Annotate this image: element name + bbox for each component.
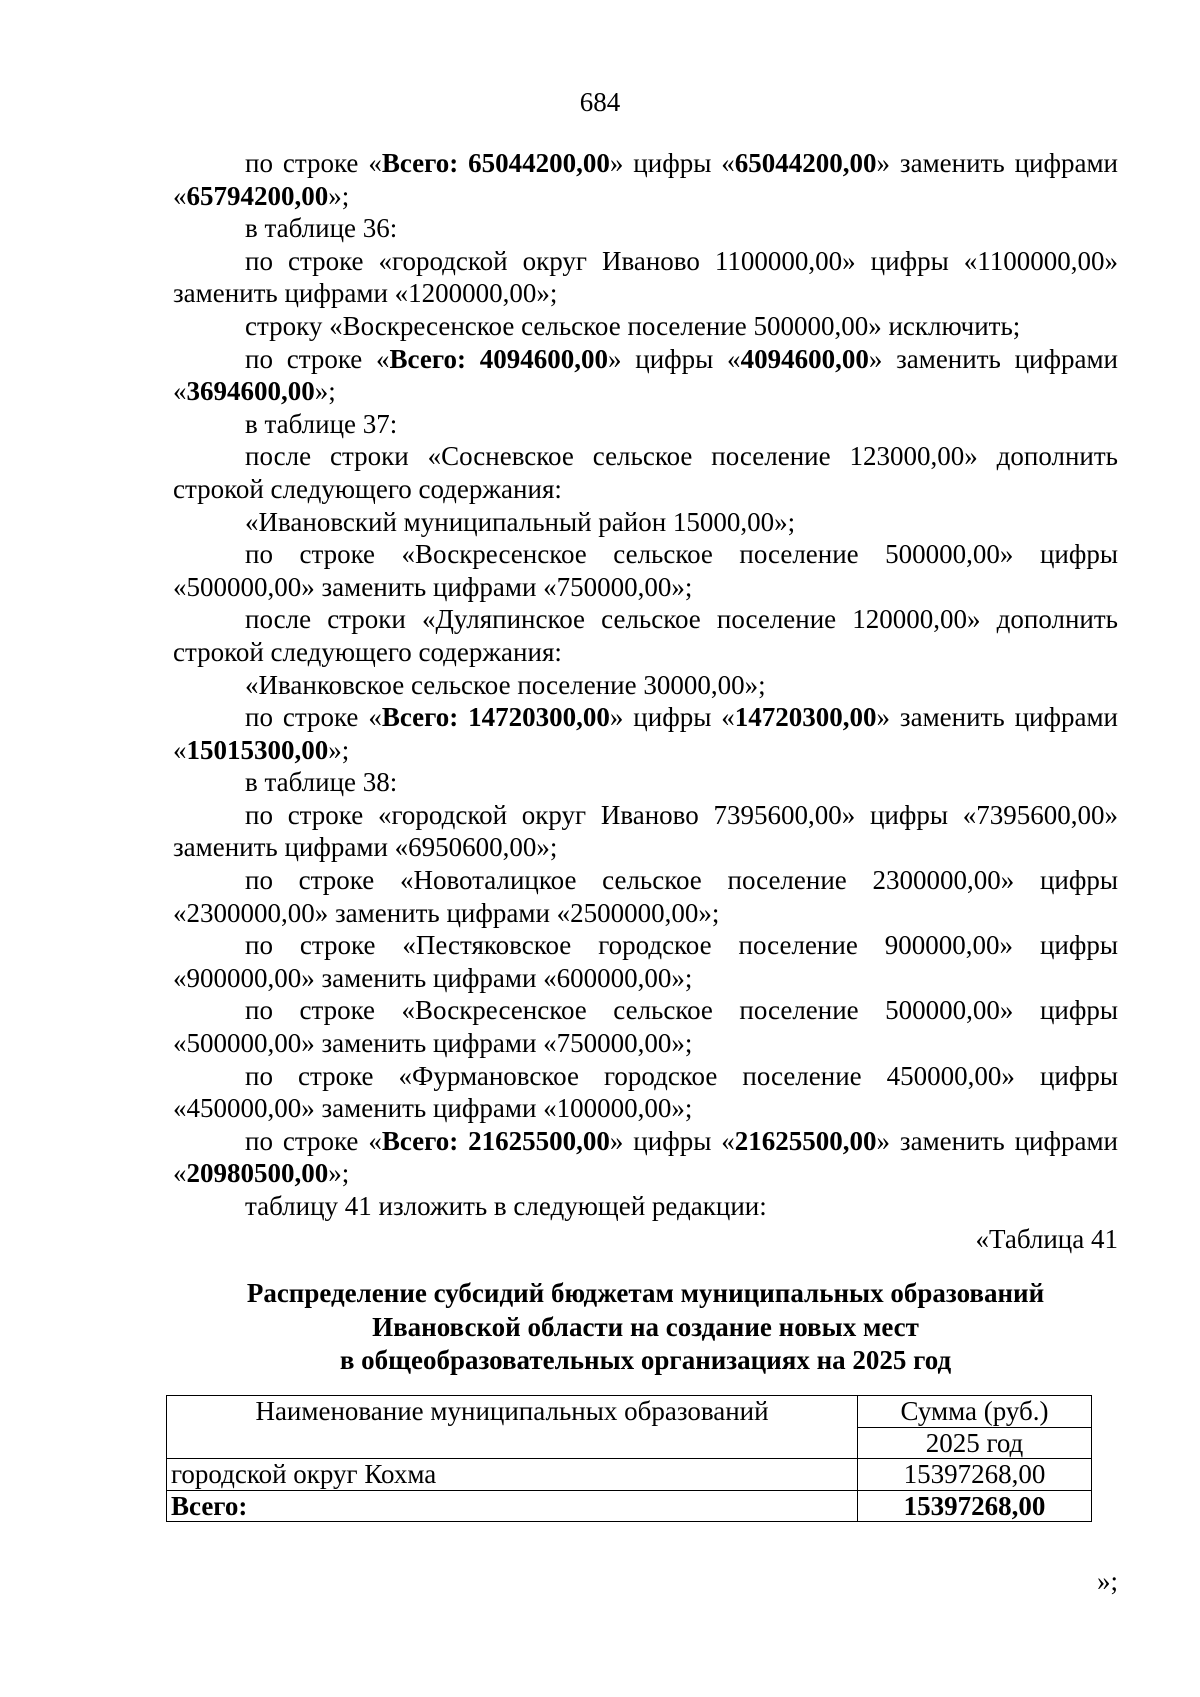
paragraph: «Ивановский муниципальный район 15000,00»; (245, 506, 796, 537)
paragraph: по строке «Воскресенское сельское поселение 500000,00» цифры «500000,00» заменить цифрами «750000,00»; (173, 995, 1118, 1059)
subsidy-table (166, 1395, 1092, 1522)
bold-text: 14720300,00 (734, 702, 877, 733)
text: » заменить цифрами « (173, 343, 1118, 407)
text: » цифры « (609, 702, 735, 733)
paragraph: по строке «городской округ Иваново 1100000,00» цифры «1100000,00» заменить цифрами «1200000,00»; (173, 245, 1118, 309)
text: » заменить цифрами « (173, 702, 1118, 765)
table-row (167, 1459, 1092, 1491)
table-title-line: Распределение субсидий бюджетам муниципальных образований (246, 1278, 1045, 1308)
bold-text: Всего: 14720300,00 (381, 702, 610, 733)
paragraph: по строке «городской округ Иваново 7395600,00» цифры «7395600,00» заменить цифрами «6950600,00»; (173, 799, 1118, 863)
bold-text: 4094600,00 (740, 343, 869, 374)
bold-text: 15015300,00 (186, 734, 329, 765)
text: »; (328, 180, 350, 211)
paragraph-total-2 (173, 343, 1118, 408)
text: » заменить цифрами « (173, 148, 1118, 211)
bold-text: Всего: 4094600,00 (389, 343, 608, 374)
document-body (173, 147, 1118, 1255)
header-year-cell: 2025 год (858, 1427, 1092, 1459)
paragraph: по строке «Фурмановское городское поселение 450000,00» цифры «450000,00» заменить цифрами «100000,00»; (173, 1060, 1118, 1124)
bold-text: 65044200,00 (734, 148, 877, 178)
text: » заменить цифрами « (173, 1125, 1118, 1189)
paragraph: по строке «Пестяковское городское поселение 900000,00» цифры «900000,00» заменить цифрами «600000,00»; (173, 930, 1118, 993)
closing-quote: »; (1096, 1566, 1118, 1596)
header-name-cell: Наименование муниципальных образований (167, 1396, 858, 1459)
text: по строке « (245, 1125, 382, 1156)
paragraph: в таблице 36: (245, 213, 398, 244)
text: »; (328, 734, 350, 765)
table-title-line: в общеобразовательных организациях на 2025 год (339, 1345, 952, 1375)
page-number: 684 (579, 87, 621, 117)
header-sum-cell: Сумма (руб.) (858, 1396, 1092, 1428)
bold-text: Всего: 65044200,00 (381, 148, 610, 178)
text: »; (328, 1158, 350, 1189)
text: » цифры « (609, 1125, 735, 1156)
row-value-cell: 15397268,00 (858, 1459, 1092, 1491)
paragraph-total-4 (173, 1125, 1118, 1190)
paragraph: после строки «Сосневское сельское поселение 123000,00» дополнить строкой следующего содержания: (173, 441, 1118, 504)
table-label: «Таблица 41 (975, 1223, 1118, 1254)
total-value-cell: 15397268,00 (858, 1490, 1092, 1522)
bold-text: 21625500,00 (734, 1125, 877, 1156)
paragraph: в таблице 38: (245, 767, 398, 798)
paragraph: строку «Воскресенское сельское поселение 500000,00» исключить; (245, 310, 1021, 341)
text: по строке « (245, 702, 382, 733)
table-header-row (167, 1396, 1092, 1428)
paragraph: по строке «Новоталицкое сельское поселение 2300000,00» цифры «2300000,00» заменить цифрами «2500000,00»; (173, 865, 1118, 928)
paragraph-total-3 (173, 701, 1118, 766)
text: по строке « (245, 343, 390, 374)
text: » цифры « (607, 343, 741, 374)
text: » цифры « (609, 148, 735, 178)
table-title (173, 1277, 1118, 1378)
bold-text: 3694600,00 (186, 376, 315, 407)
paragraph-total-1 (173, 147, 1118, 212)
paragraph: «Иванковское сельское поселение 30000,00»; (245, 669, 766, 700)
total-label-cell: Всего: (167, 1490, 858, 1522)
paragraph: в таблице 37: (245, 408, 398, 439)
paragraph: таблицу 41 изложить в следующей редакции: (245, 1191, 767, 1221)
bold-text: Всего: 21625500,00 (381, 1125, 610, 1156)
paragraph: после строки «Дуляпинское сельское поселение 120000,00» дополнить строкой следующего содержания: (173, 604, 1118, 667)
table-total-row (167, 1490, 1092, 1522)
text: »; (314, 376, 336, 407)
text: по строке « (245, 148, 382, 178)
table-title-line: Ивановской области на создание новых мест (372, 1311, 919, 1342)
row-name-cell: городской округ Кохма (167, 1459, 858, 1491)
paragraph: по строке «Воскресенское сельское поселение 500000,00» цифры «500000,00» заменить цифрами «750000,00»; (173, 539, 1118, 602)
bold-text: 20980500,00 (186, 1158, 329, 1189)
bold-text: 65794200,00 (186, 180, 329, 211)
